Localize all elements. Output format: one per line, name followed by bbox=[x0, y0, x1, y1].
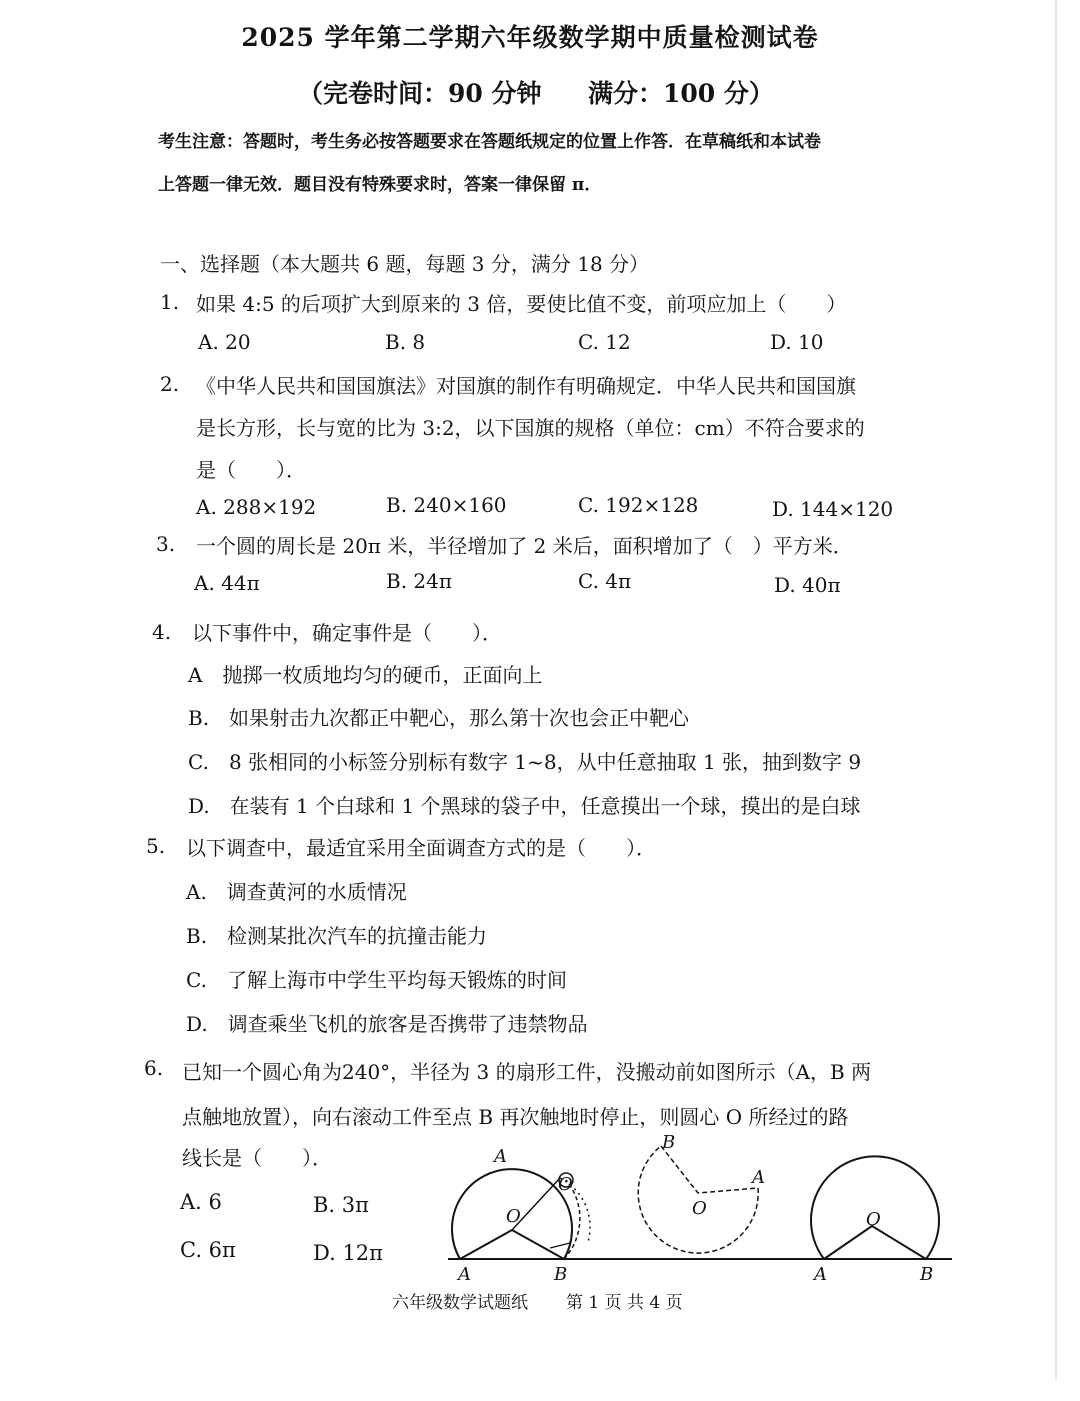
option-c: C. 12 bbox=[578, 330, 631, 354]
option-a: A. 调查黄河的水质情况 bbox=[186, 880, 407, 904]
label-b: B bbox=[662, 1132, 676, 1153]
question-text: 是长方形，长与宽的比为 3:2，以下国旗的规格（单位：cm）不符合要求的 bbox=[196, 416, 865, 440]
label-o: O bbox=[866, 1209, 881, 1230]
option-b: B. 3π bbox=[313, 1193, 369, 1217]
page-title: 2025 学年第二学期六年级数学期中质量检测试卷 bbox=[241, 23, 819, 52]
question-text: 《中华人民共和国国旗法》对国旗的制作有明确规定．中华人民共和国国旗 bbox=[196, 374, 856, 398]
question-number: 1. bbox=[160, 290, 180, 314]
question-number: 4. bbox=[152, 620, 172, 644]
option-d: D. 144×120 bbox=[772, 497, 894, 521]
option-c: C. 192×128 bbox=[578, 493, 699, 517]
sector-rolled-radii bbox=[661, 1146, 758, 1193]
option-d: D. 40π bbox=[774, 573, 841, 597]
option-b: B. 8 bbox=[385, 330, 426, 354]
option-d: D. 在装有 1 个白球和 1 个黑球的袋子中，任意摸出一个球，摸出的是白球 bbox=[188, 794, 861, 818]
option-a: A. 44π bbox=[194, 571, 260, 595]
question-text: 已知一个圆心角为240°，半径为 3 的扇形工件，没搬动前如图所示（A，B 两 bbox=[182, 1060, 872, 1084]
label-o: O bbox=[506, 1206, 521, 1227]
full-score: 满分：100 分） bbox=[588, 79, 774, 108]
sector-rolling-figure bbox=[440, 1130, 960, 1290]
page-indicator: 第 1 页 共 4 页 bbox=[566, 1293, 683, 1313]
option-b: B. 检测某批次汽车的抗撞击能力 bbox=[186, 924, 488, 948]
sector-final bbox=[811, 1156, 939, 1259]
option-b: B. 24π bbox=[386, 569, 453, 593]
notice-line-2: 上答题一律无效．题目没有特殊要求时，答案一律保留 π． bbox=[158, 175, 602, 195]
label-a: A bbox=[494, 1146, 507, 1167]
question-number: 3. bbox=[156, 532, 176, 556]
option-d: D. 12π bbox=[313, 1241, 383, 1265]
question-number: 6. bbox=[144, 1056, 164, 1080]
question-text: 线长是（ ）． bbox=[182, 1146, 332, 1170]
option-c: C. 4π bbox=[578, 569, 632, 593]
label-b: B bbox=[554, 1264, 568, 1285]
option-a: A. 20 bbox=[198, 330, 251, 354]
page-edge bbox=[1055, 0, 1057, 1380]
option-a: A. 6 bbox=[180, 1190, 222, 1214]
question-text: 以下事件中，确定事件是（ ）． bbox=[192, 621, 502, 645]
option-a: A. 288×192 bbox=[196, 495, 317, 519]
option-c: C. 6π bbox=[180, 1238, 236, 1262]
option-b: B. 如果射击九次都正中靶心，那么第十次也会正中靶心 bbox=[188, 706, 690, 730]
label-o: O bbox=[692, 1198, 707, 1219]
option-d: D. 调查乘坐飞机的旅客是否携带了违禁物品 bbox=[186, 1012, 588, 1036]
question-text: 一个圆的周长是 20π 米，半径增加了 2 米后，面积增加了（ ）平方米． bbox=[196, 534, 853, 558]
label-a: A bbox=[458, 1264, 471, 1285]
question-text: 是（ ）． bbox=[196, 458, 306, 482]
option-b: B. 240×160 bbox=[386, 493, 507, 517]
question-number: 5. bbox=[146, 834, 166, 858]
notice-line-1: 考生注意：答题时，考生务必按答题要求在答题纸规定的位置上作答．在草稿纸和本试卷 bbox=[158, 132, 821, 152]
option-d: D. 10 bbox=[770, 330, 824, 354]
label-o: O bbox=[558, 1174, 573, 1195]
angle-mark bbox=[550, 1243, 570, 1248]
question-text: 点触地放置），向右滚动工件至点 B 再次触地时停止，则圆心 O 所经过的路 bbox=[182, 1105, 849, 1129]
exam-time: （完卷时间：90 分钟 bbox=[298, 79, 542, 108]
question-number: 2. bbox=[160, 372, 180, 396]
option-c: C. 了解上海市中学生平均每天锻炼的时间 bbox=[186, 968, 567, 992]
label-a: A bbox=[752, 1167, 765, 1188]
question-text: 如果 4:5 的后项扩大到原来的 3 倍，要使比值不变，前项应加上（ ） bbox=[196, 292, 847, 316]
section-heading: 一、选择题（本大题共 6 题，每题 3 分，满分 18 分） bbox=[160, 252, 650, 276]
label-a: A bbox=[814, 1264, 827, 1285]
option-a: A 抛掷一枚质地均匀的硬币，正面向上 bbox=[188, 663, 543, 687]
question-text: 以下调查中，最适宜采用全面调查方式的是（ ）． bbox=[186, 836, 656, 860]
footer-subject: 六年级数学试题纸 bbox=[392, 1293, 528, 1313]
label-b: B bbox=[920, 1264, 934, 1285]
option-c: C. 8 张相同的小标签分别标有数字 1~8，从中任意抽取 1 张，抽到数字 9 bbox=[188, 750, 862, 774]
